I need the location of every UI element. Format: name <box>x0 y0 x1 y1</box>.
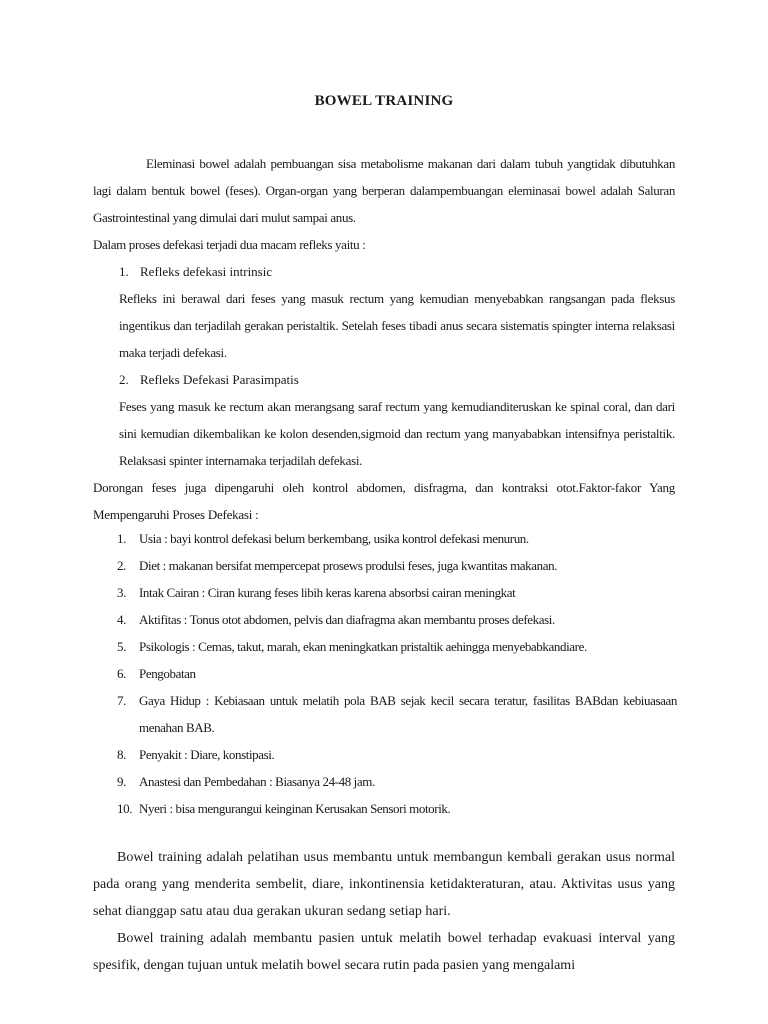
document-title: BOWEL TRAINING <box>314 93 454 109</box>
list-item-text: Diet : makanan bersifat mempercepat prosews produlsi feses, juga kwantitas makanan. <box>139 558 558 573</box>
list-item-number: 10. <box>117 801 133 816</box>
list-item-number: 4. <box>117 612 126 627</box>
list-item-text: Nyeri : bisa mengurangui keinginan Kerusakan Sensori motorik. <box>139 801 451 816</box>
list-item <box>117 795 677 822</box>
reflex-item-1-number: 1. <box>119 264 129 279</box>
list-item <box>117 552 677 579</box>
reflex-item-2-description: Feses yang masuk ke rectum akan merangsang saraf rectum yang kemudianditeruskan ke spinal coral, dan dari sini kemudian dikembalikan ke kolon desenden,sigmoid dan rectum yang manyababkan intensifnya peristaltik. Relaksasi spinter internamaka terjadilah defekasi. <box>119 399 675 468</box>
factors-intro: Dorongan feses juga dipengaruhi oleh kontrol abdomen, disfragma, dan kontraksi otot.Faktor-fakor Yang Mempengaruhi Proses Defekasi : <box>93 480 675 522</box>
factors-list <box>117 525 677 822</box>
bowel-training-paragraph-1: Bowel training adalah pelatihan usus membantu untuk membangun kembali gerakan usus normal pada orang yang menderita sembelit, diare, inkontinensia ketidakteraturan, atau. Aktivitas usus yang sehat dianggap satu atau dua gerakan ukuran sedang setiap hari. <box>93 850 675 919</box>
intro-paragraph: Eleminasi bowel adalah pembuangan sisa metabolisme makanan dari dalam tubuh yangtidak dibutuhkan lagi dalam bentuk bowel (feses). Organ-organ yang berperan dalampembuangan eleminasai bowel adalah Saluran Gastrointestinal yang dimulai dari mulut sampai anus. <box>93 156 675 225</box>
list-item <box>117 525 677 552</box>
list-item-text: Penyakit : Diare, konstipasi. <box>139 747 275 762</box>
list-item <box>117 687 677 741</box>
bowel-training-paragraph-2: Bowel training adalah membantu pasien untuk melatih bowel terhadap evakuasi interval yang spesifik, dengan tujuan untuk melatih bowel secara rutin pada pasien yang mengalami <box>93 931 675 973</box>
reflex-item-2-title <box>119 366 299 393</box>
list-item <box>117 579 677 606</box>
reflex-item-1-title <box>119 258 272 285</box>
list-item-number: 6. <box>117 666 126 681</box>
list-item-text: Pengobatan <box>139 666 196 681</box>
reflex-item-1-description: Refleks ini berawal dari feses yang masuk rectum yang kemudian menyebabkan rangsangan pada fleksus ingentikus dan terjadilah gerakan peristaltik. Setelah feses tibadi anus secara sistematis spingter interna relaksasi maka terjadi defekasi. <box>119 291 675 360</box>
list-item-number: 3. <box>117 585 126 600</box>
list-item <box>117 633 677 660</box>
list-item-number: 5. <box>117 639 126 654</box>
list-item <box>117 606 677 633</box>
list-item-number: 1. <box>117 531 126 546</box>
reflex-intro: Dalam proses defekasi terjadi dua macam refleks yaitu : <box>93 237 366 252</box>
list-item-number: 8. <box>117 747 126 762</box>
list-item-text: Usia : bayi kontrol defekasi belum berkembang, usika kontrol defekasi menurun. <box>139 531 529 546</box>
list-item-number: 9. <box>117 774 126 789</box>
list-item <box>117 660 677 687</box>
list-item-text: Gaya Hidup : Kebiasaan untuk melatih pola BAB sejak kecil secara teratur, fasilitas BABdan kebiuasaan menahan BAB. <box>139 693 677 735</box>
list-item <box>117 768 677 795</box>
reflex-item-1-label: Refleks defekasi intrinsic <box>140 264 273 279</box>
list-item-number: 7. <box>117 693 126 708</box>
list-item-text: Anastesi dan Pembedahan : Biasanya 24-48 jam. <box>139 774 375 789</box>
list-item-text: Intak Cairan : Ciran kurang feses libih keras karena absorbsi cairan meningkat <box>139 585 516 600</box>
reflex-item-2-number: 2. <box>119 372 129 387</box>
list-item <box>117 741 677 768</box>
list-item-text: Psikologis : Cemas, takut, marah, ekan meningkatkan pristaltik aehingga menyebabkandiare. <box>139 639 587 654</box>
list-item-number: 2. <box>117 558 126 573</box>
list-item-text: Aktifitas : Tonus otot abdomen, pelvis dan diafragma akan membantu proses defekasi. <box>139 612 555 627</box>
reflex-item-2-label: Refleks Defekasi Parasimpatis <box>140 372 299 387</box>
